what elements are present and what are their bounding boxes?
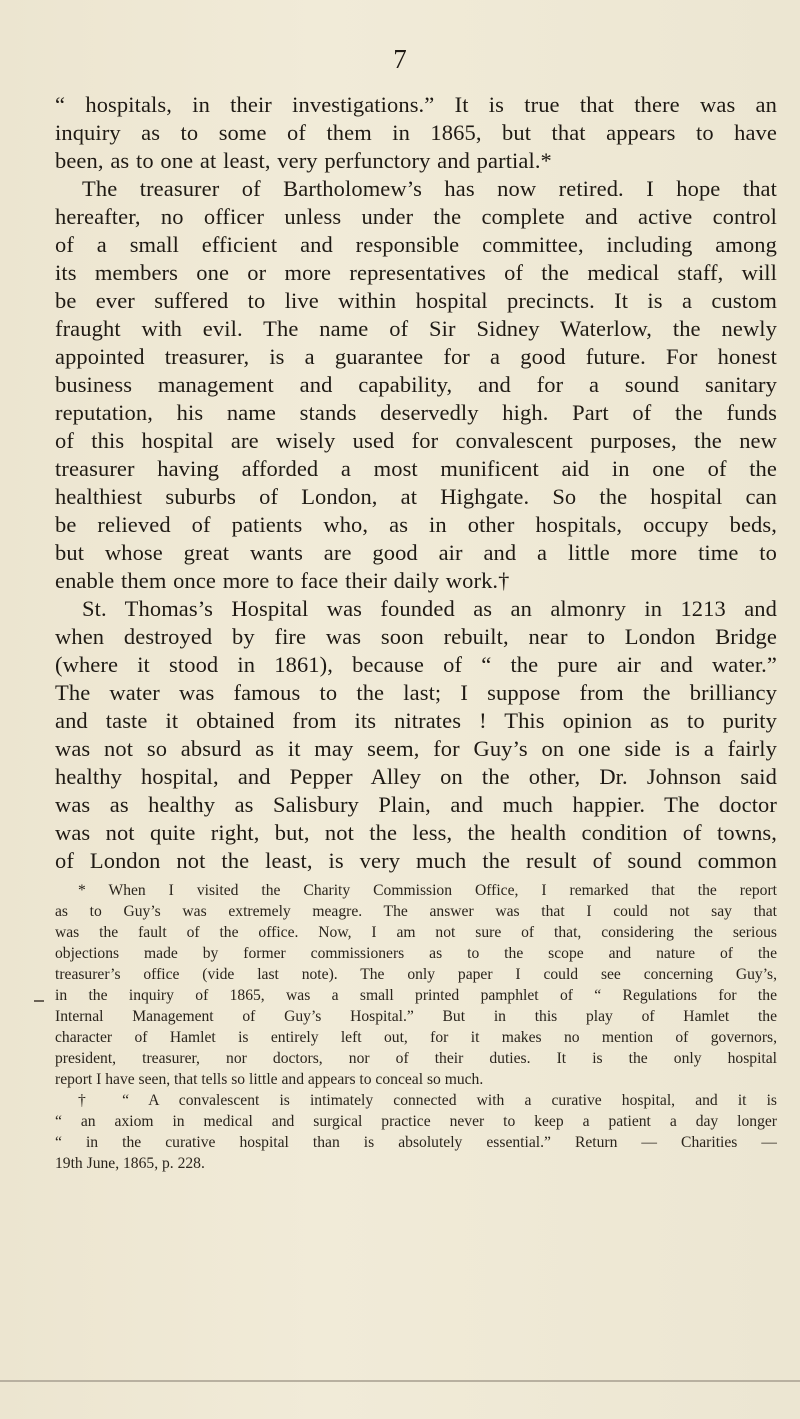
body-text-line: enable them once more to face their daily work.†: [55, 568, 510, 593]
body-text-line: was not so absurd as it may seem, for Guy’s on one side is a fairly: [55, 736, 777, 761]
body-text-line: be ever suffered to live within hospital precincts. It is a custom: [55, 288, 777, 313]
page-number: 7: [393, 44, 407, 74]
body-text-line: was as healthy as Salisbury Plain, and much happier. The doctor: [55, 792, 777, 817]
footnote-line: report I have seen, that tells so little and appears to conceal so much.: [55, 1071, 484, 1088]
body-text-line: its members one or more representatives of the medical staff, will: [55, 260, 777, 285]
footnote-line: Internal Management of Guy’s Hospital.” But in this play of Hamlet the: [55, 1008, 777, 1025]
footnote-line: “ an axiom in medical and surgical practice never to keep a patient a day longer: [55, 1113, 777, 1130]
body-text-line: hereafter, no officer unless under the complete and active control: [55, 204, 777, 229]
body-text-line: St. Thomas’s Hospital was founded as an almonry in 1213 and: [82, 596, 777, 621]
body-text-line: but whose great wants are good air and a little more time to: [55, 540, 777, 565]
body-text-line: when destroyed by fire was soon rebuilt, near to London Bridge: [55, 624, 777, 649]
body-text-line: appointed treasurer, is a guarantee for a good future. For honest: [55, 344, 777, 369]
body-text-line: business management and capability, and for a sound sanitary: [55, 372, 777, 397]
footnote-line: was the fault of the office. Now, I am not sure of that, considering the serious: [55, 924, 777, 941]
footnote-line: treasurer’s office (vide last note). The only paper I could see concerning Guy’s,: [55, 966, 777, 983]
body-text-line: of London not the least, is very much the result of sound common: [55, 848, 777, 873]
footnote-line: † “ A convalescent is intimately connected with a curative hospital, and it is: [78, 1092, 777, 1109]
body-text-line: fraught with evil. The name of Sir Sidney Waterlow, the newly: [55, 316, 777, 341]
footnote-line: objections made by former commissioners as to the scope and nature of the: [55, 945, 777, 962]
body-text-line: was not quite right, but, not the less, the health condition of towns,: [55, 820, 777, 845]
body-text-line: inquiry as to some of them in 1865, but that appears to have: [55, 120, 777, 145]
footnote-line: in the inquiry of 1865, was a small printed pamphlet of “ Regulations for the: [55, 987, 777, 1004]
page-bottom-edge: [0, 1380, 800, 1382]
footnote-line: * When I visited the Charity Commission Office, I remarked that the report: [78, 882, 777, 899]
body-text-line: of a small efficient and responsible committee, including among: [55, 232, 777, 257]
margin-mark: [34, 1000, 44, 1002]
body-text-line: be relieved of patients who, as in other hospitals, occupy beds,: [55, 512, 777, 537]
body-text-line: healthy hospital, and Pepper Alley on the other, Dr. Johnson said: [55, 764, 777, 789]
body-text-line: treasurer having afforded a most munificent aid in one of the: [55, 456, 777, 481]
body-text-line: reputation, his name stands deservedly high. Part of the funds: [55, 400, 777, 425]
footnote-line: “ in the curative hospital than is absolutely essential.” Return — Charities —: [55, 1134, 777, 1151]
footnote-line: president, treasurer, nor doctors, nor of their duties. It is the only hospital: [55, 1050, 777, 1067]
footnote-line: character of Hamlet is entirely left out, for it makes no mention of governors,: [55, 1029, 777, 1046]
body-text-line: and taste it obtained from its nitrates ! This opinion as to purity: [55, 708, 777, 733]
footnote-line: as to Guy’s was extremely meagre. The answer was that I could not say that: [55, 903, 777, 920]
body-text-line: The water was famous to the last; I suppose from the brilliancy: [55, 680, 777, 705]
footnote-line: 19th June, 1865, p. 228.: [55, 1155, 205, 1172]
body-text-line: “ hospitals, in their investigations.” It is true that there was an: [55, 92, 777, 117]
body-text-line: The treasurer of Bartholomew’s has now retired. I hope that: [82, 176, 777, 201]
body-text-line: healthiest suburbs of London, at Highgate. So the hospital can: [55, 484, 777, 509]
body-text-line: (where it stood in 1861), because of “ the pure air and water.”: [55, 652, 777, 677]
body-text-line: of this hospital are wisely used for convalescent purposes, the new: [55, 428, 777, 453]
body-text-line: been, as to one at least, very perfunctory and partial.*: [55, 148, 552, 173]
